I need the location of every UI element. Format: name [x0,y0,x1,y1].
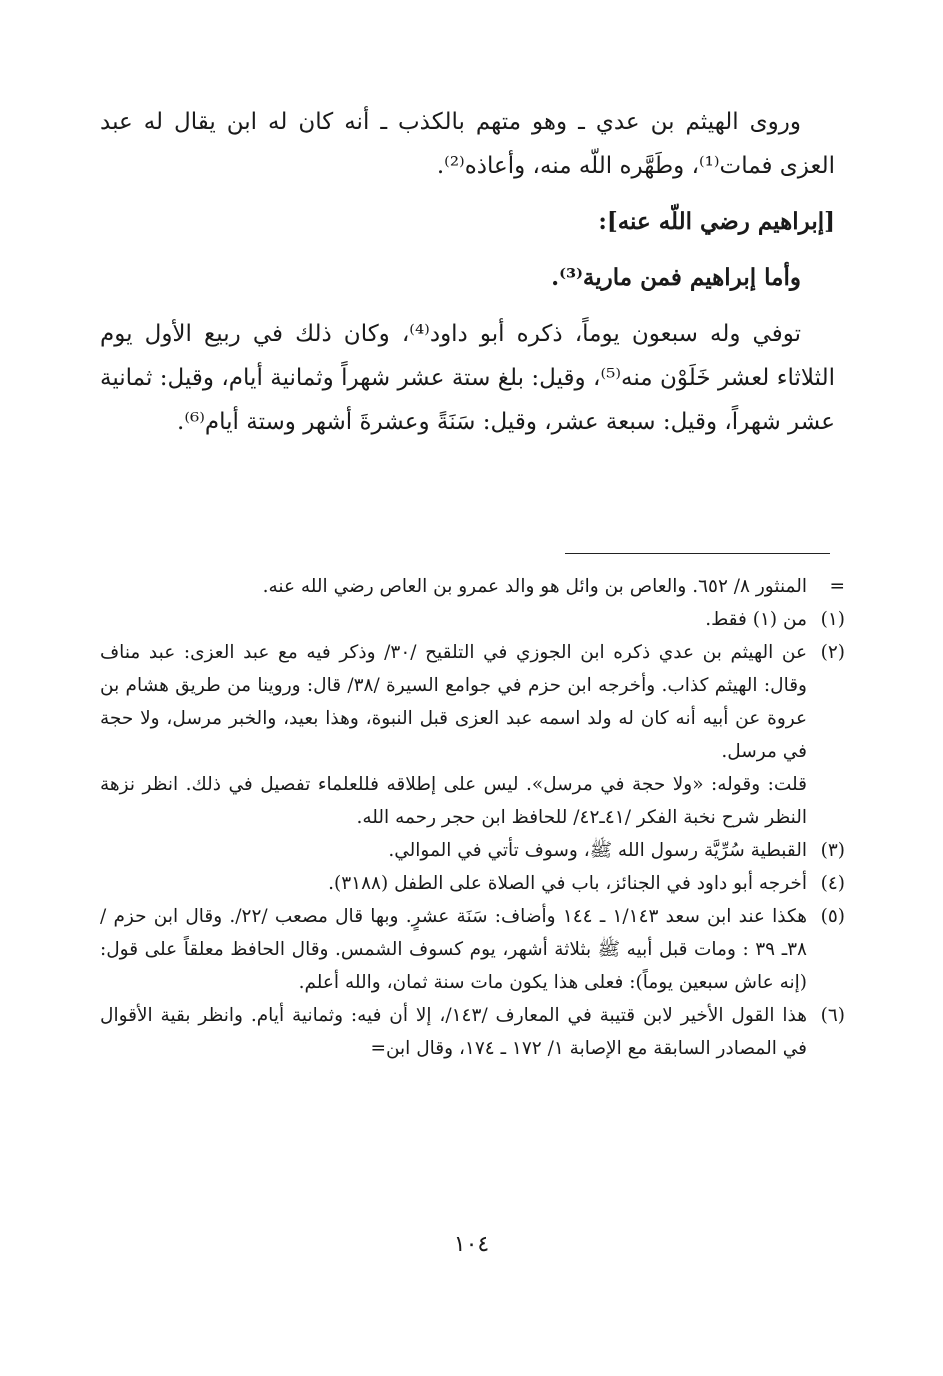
footnote-6 [100,999,845,1065]
main-text [100,100,835,456]
footnote-continuation [100,570,845,603]
footnote-text: القبطية سُرِّيَّة رسول الله ﷺ، وسوف تأتي في الموالي. [388,840,807,861]
footnote-text: هذا القول الأخير لابن قتيبة في المعارف /١٤٣/، إلا أن فيه: وثمانية أيام. وانظر بقية الأقوال في المصادر السابقة مع الإصابة ١/ ١٧٢ ـ ١٧٤، وقال ابن= [100,1005,807,1059]
paragraph-ibrahim: وأما إبراهيم فمن مارية⁽³⁾. [551,264,801,291]
footnote-mark: (٤) [820,873,845,894]
footnote-1 [100,603,845,636]
footnote-2 [100,636,845,834]
footnote-mark: = [829,576,845,597]
footnote-text: أخرجه أبو داود في الجنائز، باب في الصلاة على الطفل (٣١٨٨). [328,873,807,894]
footnote-3 [100,834,845,867]
footnote-text: قلت: وقوله: «ولا حجة في مرسل». ليس على إطلاقه فللعلماء تفصيل في ذلك. انظر نزهة النظر شرح نخبة الفكر /٤١ـ٤٢/ للحافظ ابن حجر رحمه الله. [100,774,807,828]
paragraph-hishm: وروى الهيثم بن عدي ـ وهو متهم بالكذب ـ أنه كان له ابن يقال له عبد العزى فمات⁽¹⁾، وطَهَّره اللّه منه، وأعاذه⁽²⁾. [100,109,835,179]
section-heading: [إبراهيم رضي اللّه عنه]: [598,208,835,235]
footnote-4 [100,867,845,900]
page-number: ١٠٤ [453,1232,490,1257]
footnote-text: عن الهيثم بن عدي ذكره ابن الجوزي في التلقيح /٣٠/ وذكر فيه مع عبد العزى: عبد مناف وقال: الهيثم كذاب. وأخرجه ابن حزم في جوامع السيرة /٣٨/ قال: وروينا من طريق هشام بن عروة عن أبيه أنه كان له ولد اسمه عبد العزى قبل النبوة، وهذا بعيد، والخبر مرسل، ولا حجة في مرسل. [100,642,807,762]
footnote-mark: (٥) [820,906,845,927]
footnote-mark: (١) [820,609,845,630]
footnote-separator [565,553,830,554]
paragraph-death: توفي وله سبعون يوماً، ذكره أبو داود⁽⁴⁾، وكان ذلك في ربيع الأول يوم الثلاثاء لعشر خَلَوْن منه⁽⁵⁾، وقيل: بلغ ستة عشر شهراً وثمانية أيام، وقيل: ثمانية عشر شهراً، وقيل: سبعة عشر، وقيل: سَنَةً وعشرةَ أشهر وستة أيام⁽⁶⁾. [100,321,835,435]
footnote-text: من (١) فقط. [705,609,807,630]
footnote-mark: (٣) [820,840,845,861]
footnote-text: المنثور ٨/ ٦٥٢. والعاص بن وائل هو والد عمرو بن العاص رضي الله عنه. [262,576,807,597]
footnote-mark: (٢) [820,642,845,663]
footnote-mark: (٦) [820,1005,845,1026]
footnote-5 [100,900,845,999]
footnote-text: هكذا عند ابن سعد ١/١٤٣ ـ ١٤٤ وأضاف: سَنَة عشرٍ. وبها قال مصعب /٢٢/. وقال ابن حزم /٣٨ـ ٣٩ : ومات قبل أبيه ﷺ بثلاثة أشهر، يوم كسوف الشمس. وقال الحافظ معلقاً على قول: (إنه عاش سبعين يوماً): فعلى هذا يكون مات سنة ثمان، والله أعلم. [100,906,807,993]
footnotes [100,570,845,1065]
